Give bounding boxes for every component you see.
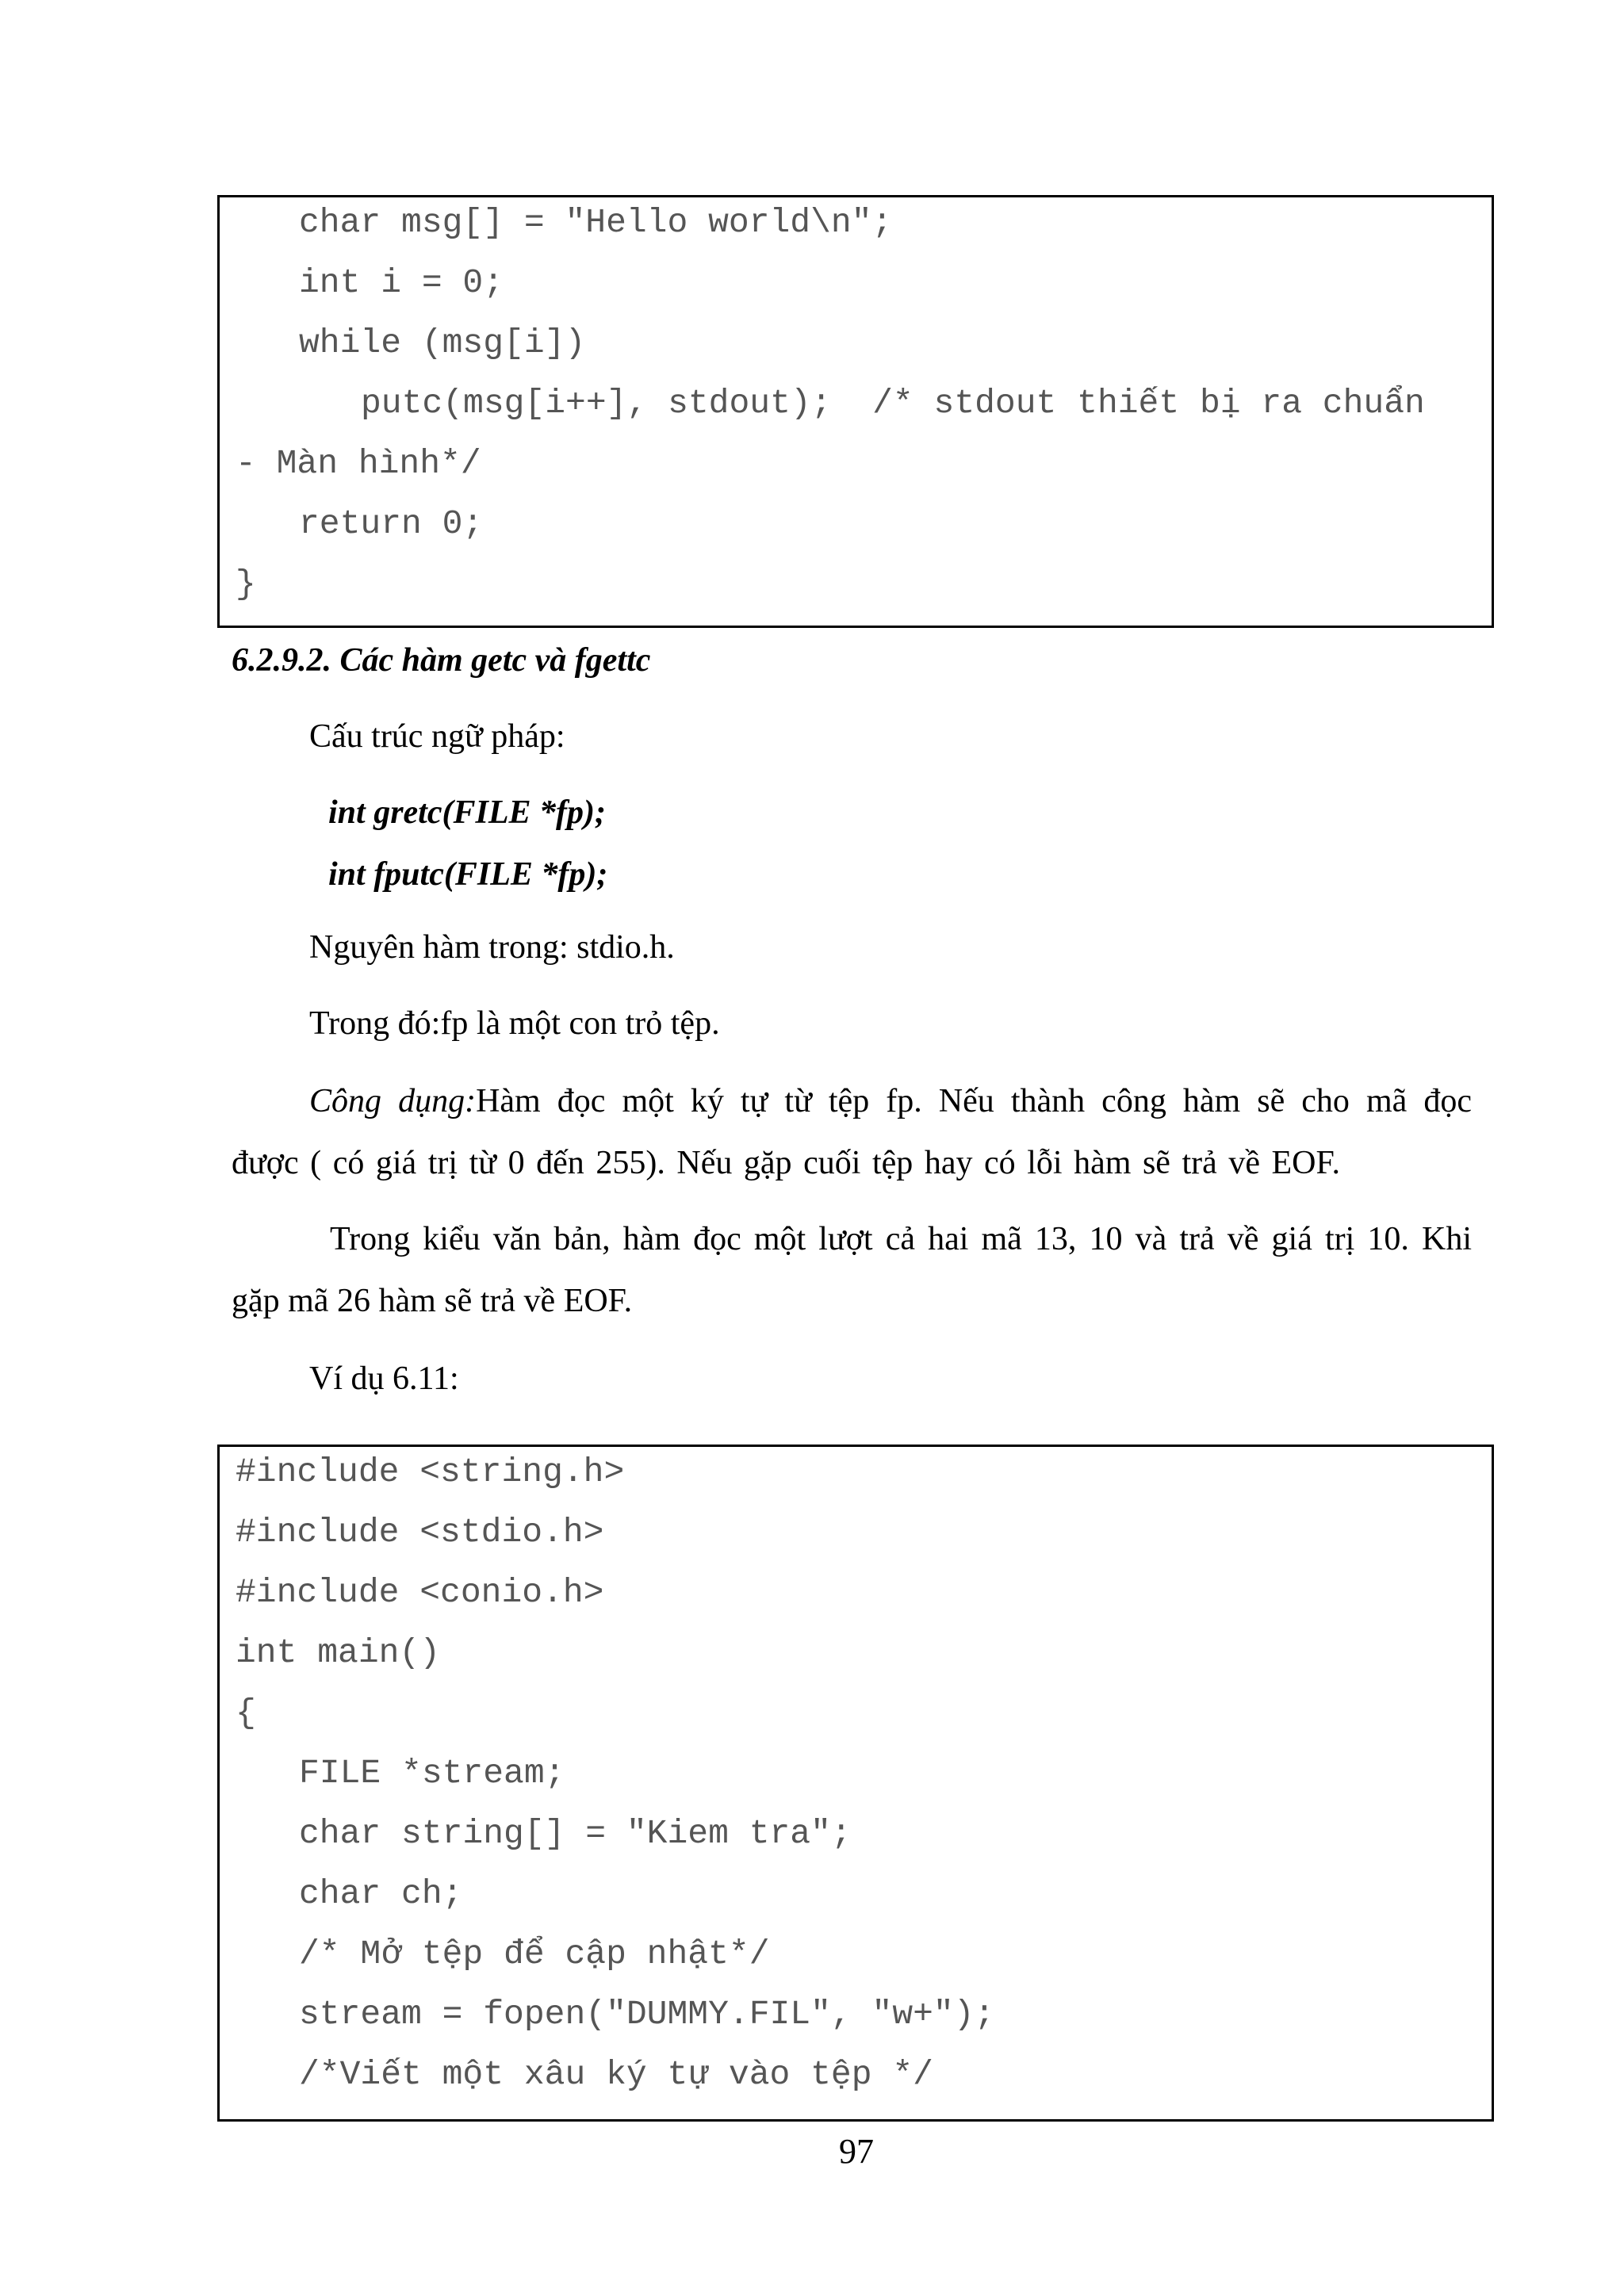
syntax-label: Cấu trúc ngữ pháp: <box>309 718 565 755</box>
code-line: stream = fopen("DUMMY.FIL", "w+"); <box>299 1995 995 2034</box>
usage-paragraph-line: được ( có giá trị từ 0 đến 255). Nếu gặp cuối tệp hay có lỗi hàm sẽ trả về EOF. <box>232 1145 1340 1181</box>
code-line: int i = 0; <box>299 263 504 302</box>
code-line: - Màn hình*/ <box>236 444 481 483</box>
code-line: #include <stdio.h> <box>236 1513 604 1552</box>
code-line: return 0; <box>299 504 484 543</box>
usage-paragraph-line <box>309 1085 1472 1118</box>
syntax-line: int fputc(FILE *fp); <box>328 856 608 893</box>
param-note: Trong đó:fp là một con trỏ tệp. <box>309 1005 720 1042</box>
usage-text: Hàm đọc một ký tự từ tệp fp. Nếu thành công hàm sẽ cho mã đọc <box>476 1083 1472 1119</box>
usage-label: Công dụng: <box>309 1083 477 1119</box>
code-line: /*Viết một xâu ký tự vào tệp */ <box>299 2055 933 2094</box>
code-line: { <box>236 1693 256 1732</box>
text-mode-paragraph-line: Trong kiểu văn bản, hàm đọc một lượt cả hai mã 13, 10 và trả về giá trị 10. Khi <box>330 1221 1472 1257</box>
code-line: putc(msg[i++], stdout); /* stdout thiết bị ra chuẩn <box>361 384 1425 423</box>
page-number: 97 <box>839 2132 874 2171</box>
header-note: Nguyên hàm trong: stdio.h. <box>309 929 675 966</box>
code-line: #include <string.h> <box>236 1452 625 1491</box>
code-block-2 <box>217 1445 1494 2122</box>
code-block-1 <box>217 195 1494 628</box>
code-line: /* Mở tệp để cập nhật*/ <box>299 1934 770 1973</box>
code-line: char ch; <box>299 1874 463 1913</box>
syntax-line: int gretc(FILE *fp); <box>328 794 606 831</box>
text-mode-paragraph-line: gặp mã 26 hàm sẽ trả về EOF. <box>232 1283 633 1319</box>
code-line: int main() <box>236 1633 441 1672</box>
example-label: Ví dụ 6.11: <box>309 1360 459 1397</box>
code-line: FILE *stream; <box>299 1754 565 1793</box>
code-line: while (msg[i]) <box>299 323 586 362</box>
code-line: char msg[] = "Hello world\n"; <box>299 203 893 242</box>
section-heading: 6.2.9.2. Các hàm getc và fgettc <box>232 642 651 679</box>
code-line: char string[] = "Kiem tra"; <box>299 1814 852 1853</box>
code-line: } <box>236 564 256 603</box>
code-line: #include <conio.h> <box>236 1573 604 1612</box>
